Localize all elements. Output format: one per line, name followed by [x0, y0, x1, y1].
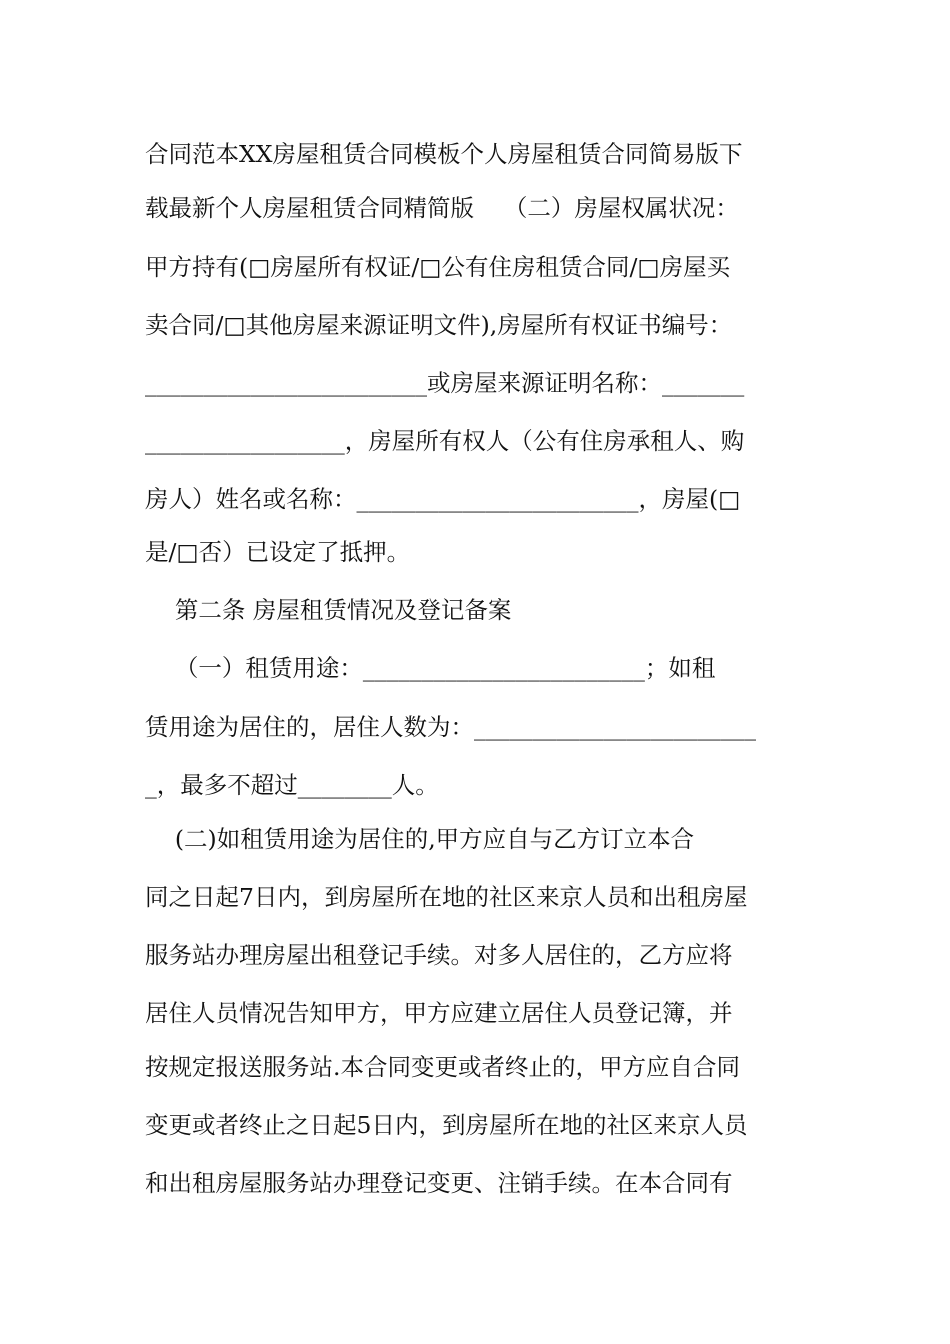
text-line: 按规定报送服务站.本合同变更或者终止的，甲方应自合同 — [145, 1053, 740, 1081]
text-line: 甲方持有(□房屋所有权证/□公有住房租赁合同/□房屋买 — [145, 253, 731, 281]
text-line: 服务站办理房屋出租登记手续。对多人居住的，乙方应将 — [145, 941, 733, 969]
text-line: 同之日起7日内，到房屋所在地的社区来京人员和出租房屋 — [145, 883, 748, 911]
text-line: _________________，房屋所有权人（公有住房承租人、购 — [145, 427, 745, 455]
text-line: 合同范本XX房屋租赁合同模板个人房屋租赁合同简易版下 — [145, 140, 743, 168]
text-line: ________________________或房屋来源证明名称：_______ — [145, 369, 745, 397]
text-line: 赁用途为居住的，居住人数为：________________________ — [145, 713, 756, 741]
text-line: 和出租房屋服务站办理登记变更、注销手续。在本合同有 — [145, 1169, 733, 1197]
text-line: 变更或者终止之日起5日内，到房屋所在地的社区来京人员 — [145, 1111, 748, 1139]
text-line: 卖合同/□其他房屋来源证明文件),房屋所有权证书编号： — [145, 311, 733, 339]
section-heading: 第二条 房屋租赁情况及登记备案 — [145, 596, 512, 624]
text-line: 是/□否）已设定了抵押。 — [145, 538, 411, 566]
text-line: 载最新个人房屋租赁合同精简版 （二）房屋权属状况： — [145, 194, 739, 222]
text-line: （一）租赁用途：________________________；如租 — [145, 654, 716, 682]
text-line: _，最多不超过________人。 — [145, 771, 439, 799]
text-line: 房人）姓名或名称：________________________，房屋(□ — [145, 485, 741, 513]
text-line: (二)如租赁用途为居住的,甲方应自与乙方订立本合 — [145, 825, 695, 853]
text-line: 居住人员情况告知甲方，甲方应建立居住人员登记簿，并 — [145, 999, 733, 1027]
